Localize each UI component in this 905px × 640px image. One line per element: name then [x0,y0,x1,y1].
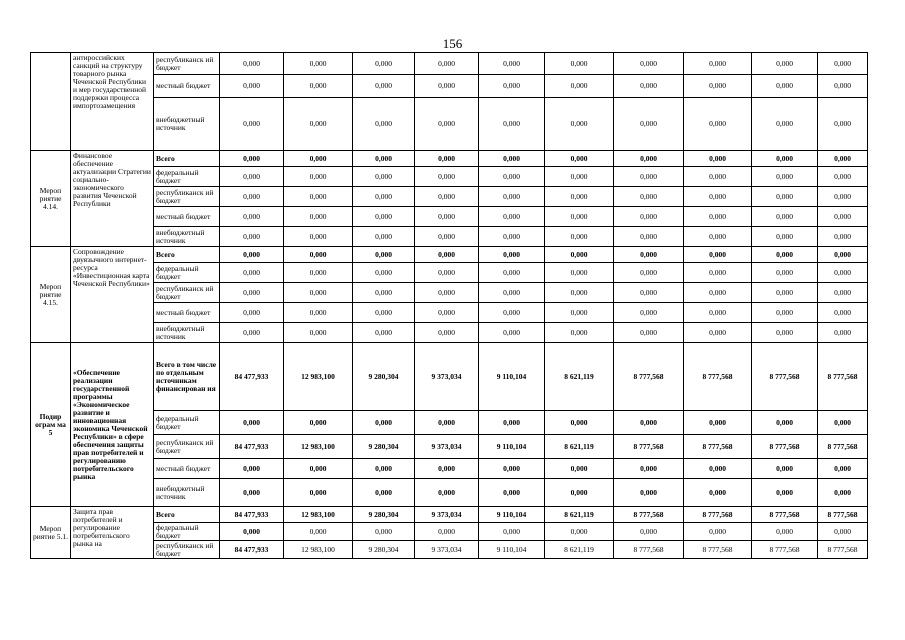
amount-cell: 8 777,568 [752,541,818,559]
amount-cell: 0,000 [684,283,752,303]
table-row [31,411,868,435]
table-row [31,227,868,247]
amount-cell: 0,000 [818,323,868,343]
amount-cell: 0,000 [545,151,614,167]
funding-source: Всего в том числе по отдельным источникам финансирован ия [154,343,220,411]
amount-cell: 8 777,568 [684,541,752,559]
amount-cell: 0,000 [220,479,284,507]
table-row [31,207,868,227]
amount-cell: 0,000 [818,75,868,98]
amount-cell: 0,000 [818,207,868,227]
amount-cell: 0,000 [818,479,868,507]
amount-cell: 0,000 [353,283,415,303]
activity-code [31,53,71,151]
amount-cell: 0,000 [284,75,353,98]
amount-cell: 9 110,104 [479,541,545,559]
amount-cell: 0,000 [353,411,415,435]
table-body [31,53,868,559]
amount-cell: 0,000 [752,75,818,98]
funding-source: федеральный бюджет [154,411,220,435]
amount-cell: 8 777,568 [818,435,868,459]
amount-cell: 0,000 [353,479,415,507]
amount-cell: 9 373,034 [415,507,479,523]
amount-cell: 0,000 [479,411,545,435]
amount-cell: 0,000 [614,98,684,151]
budget-table [30,52,868,559]
amount-cell: 12 983,100 [284,435,353,459]
amount-cell: 0,000 [545,247,614,263]
amount-cell: 8 777,568 [818,541,868,559]
amount-cell: 0,000 [415,523,479,541]
amount-cell: 12 983,100 [284,541,353,559]
amount-cell: 0,000 [479,323,545,343]
amount-cell: 0,000 [752,151,818,167]
amount-cell: 0,000 [220,167,284,187]
amount-cell: 0,000 [614,459,684,479]
activity-code: Мероп риятие 5.1. [31,507,71,559]
amount-cell: 0,000 [752,303,818,323]
amount-cell: 0,000 [220,75,284,98]
amount-cell: 0,000 [684,479,752,507]
amount-cell: 0,000 [479,283,545,303]
amount-cell: 0,000 [614,167,684,187]
table-row [31,75,868,98]
amount-cell: 8 777,568 [752,343,818,411]
amount-cell: 0,000 [353,187,415,207]
amount-cell: 0,000 [614,227,684,247]
amount-cell: 0,000 [479,247,545,263]
amount-cell: 0,000 [220,523,284,541]
amount-cell: 0,000 [818,411,868,435]
amount-cell: 0,000 [752,263,818,283]
activity-name: Сопровождение двуязычного интернет-ресурса «Инвестиционная карта Чеченской Республики» [71,247,154,343]
amount-cell: 0,000 [479,98,545,151]
amount-cell: 0,000 [479,523,545,541]
amount-cell: 84 477,933 [220,435,284,459]
activity-code: Мероп риятие 4.15. [31,247,71,343]
amount-cell: 9 280,304 [353,507,415,523]
amount-cell: 0,000 [284,523,353,541]
amount-cell: 0,000 [284,207,353,227]
amount-cell: 0,000 [220,459,284,479]
amount-cell: 0,000 [479,459,545,479]
amount-cell: 0,000 [545,411,614,435]
amount-cell: 0,000 [684,323,752,343]
amount-cell: 0,000 [545,227,614,247]
funding-source: республиканск ий бюджет [154,53,220,75]
table-row [31,303,868,323]
funding-source: местный бюджет [154,303,220,323]
amount-cell: 0,000 [479,263,545,283]
amount-cell: 0,000 [545,479,614,507]
activity-code: Мероп риятие 4.14. [31,151,71,247]
amount-cell: 0,000 [818,263,868,283]
activity-code: Подир ограм ма 5 [31,343,71,507]
amount-cell: 0,000 [415,411,479,435]
amount-cell: 0,000 [614,323,684,343]
amount-cell: 0,000 [684,167,752,187]
amount-cell: 0,000 [479,479,545,507]
funding-source: Всего [154,151,220,167]
amount-cell: 0,000 [752,207,818,227]
table-row [31,283,868,303]
amount-cell: 0,000 [479,53,545,75]
amount-cell: 0,000 [415,247,479,263]
amount-cell: 8 777,568 [684,435,752,459]
amount-cell: 0,000 [752,53,818,75]
amount-cell: 0,000 [415,187,479,207]
amount-cell: 0,000 [545,187,614,207]
amount-cell: 0,000 [415,459,479,479]
amount-cell: 0,000 [353,263,415,283]
amount-cell: 0,000 [752,247,818,263]
amount-cell: 9 110,104 [479,507,545,523]
amount-cell: 0,000 [818,459,868,479]
amount-cell: 0,000 [614,187,684,207]
amount-cell: 0,000 [353,323,415,343]
amount-cell: 0,000 [752,459,818,479]
amount-cell: 9 280,304 [353,541,415,559]
amount-cell: 9 373,034 [415,541,479,559]
amount-cell: 0,000 [284,411,353,435]
amount-cell: 9 280,304 [353,435,415,459]
amount-cell: 0,000 [752,479,818,507]
funding-source: Всего [154,507,220,523]
amount-cell: 8 621,119 [545,435,614,459]
amount-cell: 0,000 [220,53,284,75]
amount-cell: 0,000 [479,207,545,227]
amount-cell: 0,000 [415,53,479,75]
amount-cell: 9 373,034 [415,343,479,411]
amount-cell: 0,000 [684,227,752,247]
funding-source: федеральный бюджет [154,263,220,283]
amount-cell: 0,000 [818,303,868,323]
amount-cell: 0,000 [220,263,284,283]
amount-cell: 0,000 [353,303,415,323]
amount-cell: 0,000 [545,459,614,479]
amount-cell: 0,000 [818,151,868,167]
amount-cell: 8 777,568 [752,435,818,459]
funding-source: республиканск ий бюджет [154,541,220,559]
amount-cell: 0,000 [220,303,284,323]
amount-cell: 0,000 [284,98,353,151]
amount-cell: 0,000 [752,283,818,303]
amount-cell: 0,000 [818,523,868,541]
amount-cell: 0,000 [284,303,353,323]
amount-cell: 0,000 [684,263,752,283]
amount-cell: 0,000 [545,263,614,283]
activity-name: антироссийских санкций на структуру товарного рынка Чеченской Республики и мер государственной поддержки процесса импортозамещения [71,53,154,151]
amount-cell: 8 777,568 [614,343,684,411]
amount-cell: 0,000 [284,187,353,207]
amount-cell: 0,000 [818,98,868,151]
amount-cell: 0,000 [818,247,868,263]
amount-cell: 0,000 [752,523,818,541]
amount-cell: 0,000 [752,167,818,187]
amount-cell: 0,000 [614,53,684,75]
amount-cell: 0,000 [545,98,614,151]
amount-cell: 8 777,568 [818,507,868,523]
amount-cell: 0,000 [284,323,353,343]
activity-name: «Обеспечение реализации государственной программы «Экономическое развитие и инновационная экономика Чеченской Республики» в сфере обеспечения защиты прав потребителей и регулированию потребительского рынка [71,343,154,507]
amount-cell: 84 477,933 [220,343,284,411]
amount-cell: 0,000 [614,263,684,283]
amount-cell: 0,000 [415,283,479,303]
amount-cell: 0,000 [752,323,818,343]
amount-cell: 0,000 [479,227,545,247]
amount-cell: 0,000 [220,207,284,227]
amount-cell: 0,000 [545,323,614,343]
amount-cell: 0,000 [284,247,353,263]
amount-cell: 0,000 [684,303,752,323]
amount-cell: 0,000 [752,98,818,151]
funding-source: местный бюджет [154,459,220,479]
amount-cell: 8 777,568 [684,507,752,523]
amount-cell: 8 777,568 [684,343,752,411]
amount-cell: 0,000 [684,75,752,98]
amount-cell: 0,000 [284,263,353,283]
amount-cell: 0,000 [614,283,684,303]
amount-cell: 0,000 [818,167,868,187]
table-row [31,263,868,283]
activity-name: Защита прав потребителей и регулирование потребительского рынка на [71,507,154,559]
amount-cell: 0,000 [415,227,479,247]
funding-source: внебюджетный источник [154,98,220,151]
amount-cell: 0,000 [220,227,284,247]
amount-cell: 0,000 [415,75,479,98]
amount-cell: 0,000 [415,323,479,343]
amount-cell: 0,000 [684,247,752,263]
amount-cell: 0,000 [284,459,353,479]
amount-cell: 0,000 [545,207,614,227]
funding-source: федеральный бюджет [154,523,220,541]
amount-cell: 0,000 [220,98,284,151]
amount-cell: 0,000 [684,151,752,167]
table-row [31,167,868,187]
amount-cell: 12 983,100 [284,343,353,411]
amount-cell: 8 777,568 [614,541,684,559]
amount-cell: 0,000 [415,167,479,187]
amount-cell: 0,000 [752,411,818,435]
amount-cell: 0,000 [614,75,684,98]
table-row [31,507,868,523]
amount-cell: 0,000 [284,53,353,75]
amount-cell: 0,000 [545,75,614,98]
funding-source: внебюджетный источник [154,323,220,343]
amount-cell: 8 621,119 [545,541,614,559]
amount-cell: 84 477,933 [220,541,284,559]
funding-source: республиканск ий бюджет [154,283,220,303]
amount-cell: 0,000 [684,459,752,479]
amount-cell: 0,000 [752,227,818,247]
activity-name: Финансовое обеспечение актуализации Стратегии социально-экономического развития Чеченской Республики [71,151,154,247]
amount-cell: 0,000 [220,283,284,303]
funding-source: Всего [154,247,220,263]
amount-cell: 0,000 [818,283,868,303]
amount-cell: 0,000 [545,523,614,541]
funding-source: республиканск ий бюджет [154,435,220,459]
table-row [31,343,868,411]
amount-cell: 0,000 [284,479,353,507]
amount-cell: 9 110,104 [479,343,545,411]
amount-cell: 0,000 [220,151,284,167]
table-row [31,479,868,507]
amount-cell: 9 373,034 [415,435,479,459]
amount-cell: 0,000 [614,303,684,323]
amount-cell: 8 777,568 [614,435,684,459]
funding-source: внебюджетный источник [154,479,220,507]
amount-cell: 0,000 [545,303,614,323]
amount-cell: 0,000 [818,53,868,75]
amount-cell: 8 621,119 [545,343,614,411]
table-row [31,435,868,459]
amount-cell: 0,000 [479,303,545,323]
amount-cell: 0,000 [614,479,684,507]
amount-cell: 84 477,933 [220,507,284,523]
table-row [31,98,868,151]
amount-cell: 0,000 [353,53,415,75]
amount-cell: 0,000 [614,207,684,227]
amount-cell: 0,000 [818,187,868,207]
amount-cell: 0,000 [545,53,614,75]
amount-cell: 0,000 [684,53,752,75]
amount-cell: 0,000 [684,207,752,227]
funding-source: внебюджетный источник [154,227,220,247]
amount-cell: 0,000 [614,151,684,167]
amount-cell: 0,000 [415,479,479,507]
amount-cell: 0,000 [479,75,545,98]
amount-cell: 0,000 [353,247,415,263]
table-row [31,247,868,263]
amount-cell: 0,000 [415,303,479,323]
amount-cell: 0,000 [353,523,415,541]
amount-cell: 0,000 [220,247,284,263]
amount-cell: 8 777,568 [818,343,868,411]
amount-cell: 0,000 [284,151,353,167]
amount-cell: 0,000 [284,227,353,247]
funding-source: федеральный бюджет [154,167,220,187]
amount-cell: 0,000 [353,167,415,187]
amount-cell: 0,000 [545,167,614,187]
funding-source: местный бюджет [154,75,220,98]
amount-cell: 0,000 [284,283,353,303]
amount-cell: 0,000 [220,187,284,207]
amount-cell: 0,000 [353,151,415,167]
amount-cell: 0,000 [614,247,684,263]
amount-cell: 0,000 [614,411,684,435]
amount-cell: 0,000 [220,411,284,435]
amount-cell: 0,000 [353,98,415,151]
amount-cell: 0,000 [284,167,353,187]
amount-cell: 0,000 [415,98,479,151]
amount-cell: 9 280,304 [353,343,415,411]
amount-cell: 8 777,568 [752,507,818,523]
amount-cell: 0,000 [415,207,479,227]
amount-cell: 0,000 [353,75,415,98]
amount-cell: 0,000 [684,523,752,541]
amount-cell: 0,000 [684,411,752,435]
table-row [31,323,868,343]
amount-cell: 0,000 [479,167,545,187]
amount-cell: 0,000 [353,227,415,247]
amount-cell: 8 777,568 [614,507,684,523]
amount-cell: 0,000 [818,227,868,247]
table-row [31,541,868,559]
amount-cell: 0,000 [415,151,479,167]
amount-cell: 0,000 [752,187,818,207]
amount-cell: 0,000 [479,151,545,167]
funding-source: республиканск ий бюджет [154,187,220,207]
table-row [31,523,868,541]
amount-cell: 0,000 [479,187,545,207]
amount-cell: 9 110,104 [479,435,545,459]
table-row [31,459,868,479]
amount-cell: 0,000 [415,263,479,283]
amount-cell: 0,000 [614,523,684,541]
amount-cell: 0,000 [220,323,284,343]
amount-cell: 0,000 [545,283,614,303]
table-row [31,187,868,207]
amount-cell: 0,000 [684,98,752,151]
amount-cell: 0,000 [684,187,752,207]
funding-source: местный бюджет [154,207,220,227]
amount-cell: 0,000 [353,459,415,479]
page-number: 156 [442,36,463,51]
amount-cell: 0,000 [353,207,415,227]
table-row [31,53,868,75]
amount-cell: 8 621,119 [545,507,614,523]
amount-cell: 12 983,100 [284,507,353,523]
table-row [31,151,868,167]
